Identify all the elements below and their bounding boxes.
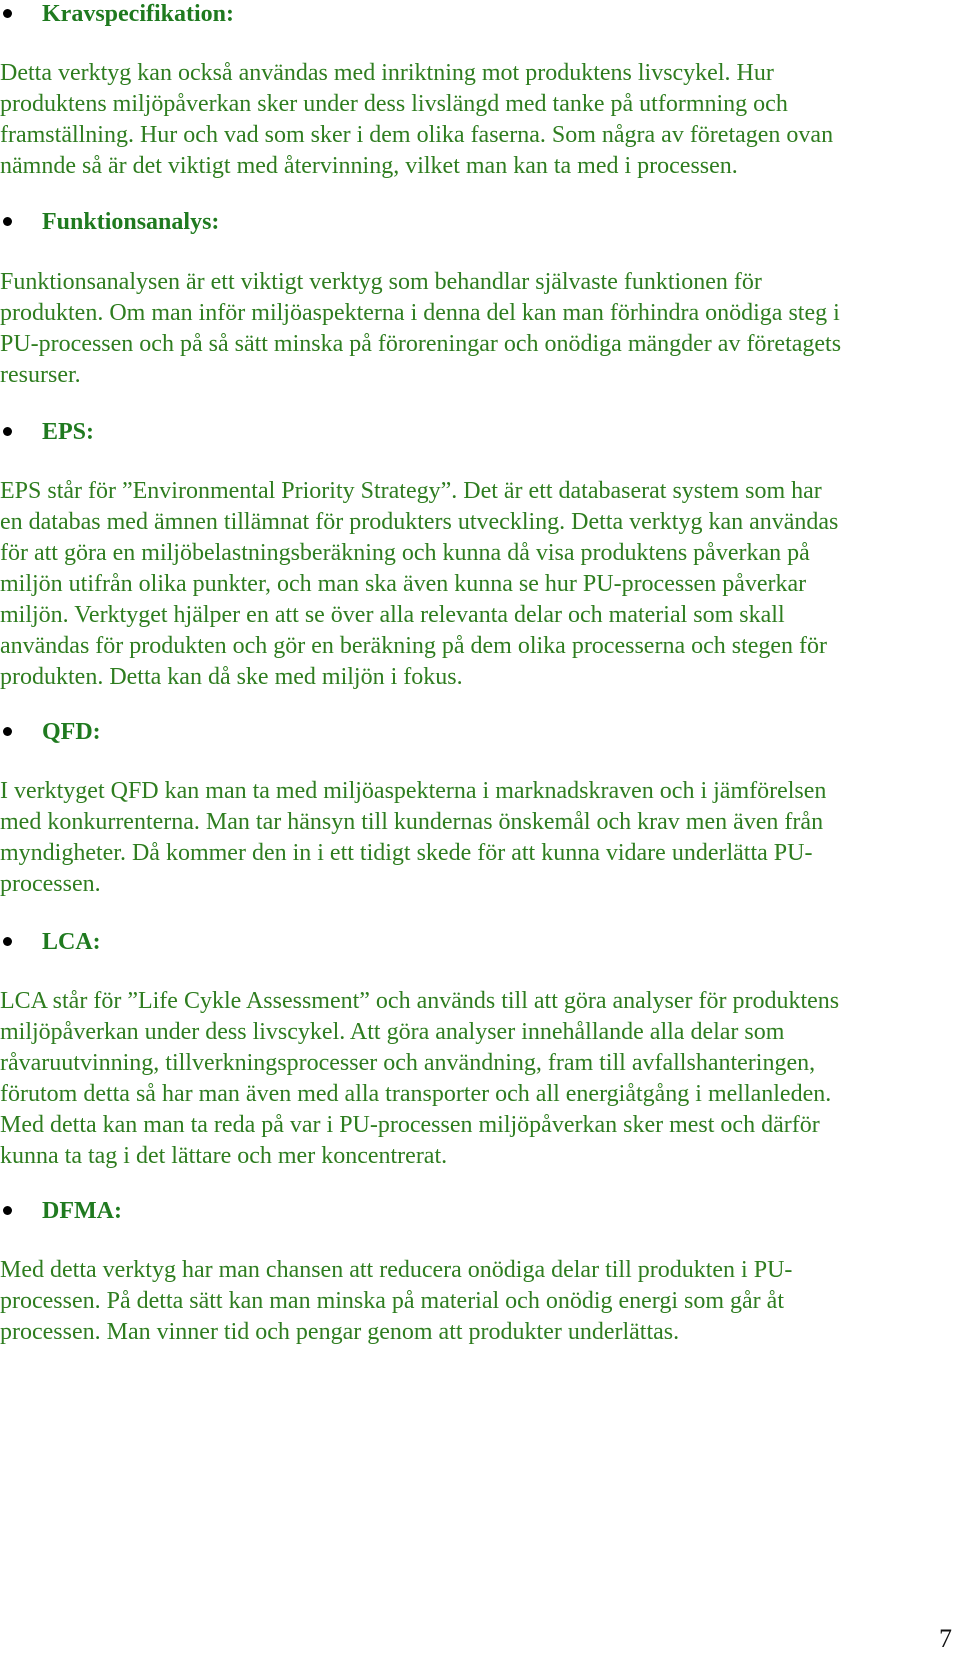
- bullet-icon: [3, 427, 12, 436]
- text-line: Med detta verktyg har man chansen att reducera onödiga delar till produkten i PU-: [0, 1257, 793, 1283]
- text-line: förutom detta så har man även med alla transporter och all energiåtgång i mellanleden.: [0, 1081, 832, 1107]
- bullet-icon: [3, 217, 12, 226]
- bullet-icon: [3, 727, 12, 736]
- section-heading: [0, 1197, 960, 1225]
- section-heading: [0, 418, 960, 446]
- paragraph: [0, 267, 960, 391]
- text-line: produktens miljöpåverkan sker under dess livslängd med tanke på utformning och: [0, 91, 788, 117]
- bullet-icon: [3, 1206, 12, 1215]
- text-line: Detta verktyg kan också användas med inriktning mot produktens livscykel. Hur: [0, 60, 774, 86]
- paragraph: [0, 1255, 960, 1348]
- text-line: en databas med ämnen tillämnat för produkters utveckling. Detta verktyg kan användas: [0, 509, 839, 535]
- text-line: processen.: [0, 871, 101, 897]
- section-heading: [0, 718, 960, 746]
- heading-text: DFMA:: [42, 1198, 122, 1224]
- text-line: processen. Man vinner tid och pengar genom att produkter underlättas.: [0, 1319, 680, 1345]
- text-line: PU-processen och på så sätt minska på föroreningar och onödiga mängder av företagets: [0, 331, 842, 357]
- section-funktionsanalys: [0, 208, 960, 391]
- text-line: resurser.: [0, 362, 81, 388]
- text-line: för att göra en miljöbelastningsberäkning och kunna då visa produktens påverkan på: [0, 540, 810, 566]
- text-line: med konkurrenterna. Man tar hänsyn till kundernas önskemål och krav men även från: [0, 809, 824, 835]
- text-line: Med detta kan man ta reda på var i PU-processen miljöpåverkan sker mest och därför: [0, 1112, 820, 1138]
- heading-text: LCA:: [42, 929, 101, 955]
- text-line: EPS står för ”Environmental Priority Strategy”. Det är ett databaserat system som har: [0, 478, 822, 504]
- page-number: 7: [939, 1624, 952, 1653]
- text-line: myndigheter. Då kommer den in i ett tidigt skede för att kunna vidare underlätta PU-: [0, 840, 813, 866]
- bullet-icon: [3, 9, 12, 18]
- paragraph: [0, 986, 960, 1172]
- section-heading: [0, 208, 960, 236]
- section-eps: [0, 418, 960, 693]
- bullet-icon: [3, 937, 12, 946]
- paragraph: [0, 476, 960, 693]
- text-line: nämnde så är det viktigt med återvinning, vilket man kan ta med i processen.: [0, 153, 738, 179]
- section-heading: [0, 0, 960, 28]
- heading-text: EPS:: [42, 419, 95, 445]
- text-line: framställning. Hur och vad som sker i dem olika faserna. Som några av företagen ovan: [0, 122, 834, 148]
- text-line: produkten. Detta kan då ske med miljön i fokus.: [0, 664, 463, 690]
- text-line: LCA står för ”Life Cykle Assessment” och används till att göra analyser för produktens: [0, 988, 840, 1014]
- text-line: Funktionsanalysen är ett viktigt verktyg som behandlar självaste funktionen för: [0, 269, 762, 295]
- text-line: miljön utifrån olika punkter, och man ska även kunna se hur PU-processen påverkar: [0, 571, 807, 597]
- section-qfd: [0, 718, 960, 900]
- text-line: råvaruutvinning, tillverkningsprocesser och användning, fram till avfallshanteringen,: [0, 1050, 816, 1076]
- text-line: miljön. Verktyget hjälper en att se över alla relevanta delar och material som skall: [0, 602, 785, 628]
- text-line: miljöpåverkan under dess livscykel. Att göra analyser innehållande alla delar som: [0, 1019, 785, 1045]
- text-line: användas för produkten och gör en beräkning på dem olika processerna och stegen för: [0, 633, 828, 659]
- text-line: kunna ta tag i det lättare och mer koncentrerat.: [0, 1143, 448, 1169]
- text-line: produkten. Om man inför miljöaspekterna i denna del kan man förhindra onödiga steg i: [0, 300, 840, 326]
- paragraph: [0, 58, 960, 182]
- paragraph: [0, 776, 960, 900]
- text-line: I verktyget QFD kan man ta med miljöaspekterna i marknadskraven och i jämförelsen: [0, 778, 827, 804]
- section-heading: [0, 928, 960, 956]
- text-line: processen. På detta sätt kan man minska på material och onödig energi som går åt: [0, 1288, 784, 1314]
- heading-text: QFD:: [42, 719, 101, 745]
- section-lca: [0, 928, 960, 1172]
- section-kravspecifikation: [0, 0, 960, 182]
- heading-text: Funktionsanalys:: [42, 209, 220, 235]
- section-dfma: [0, 1197, 960, 1348]
- heading-text: Kravspecifikation:: [42, 1, 234, 27]
